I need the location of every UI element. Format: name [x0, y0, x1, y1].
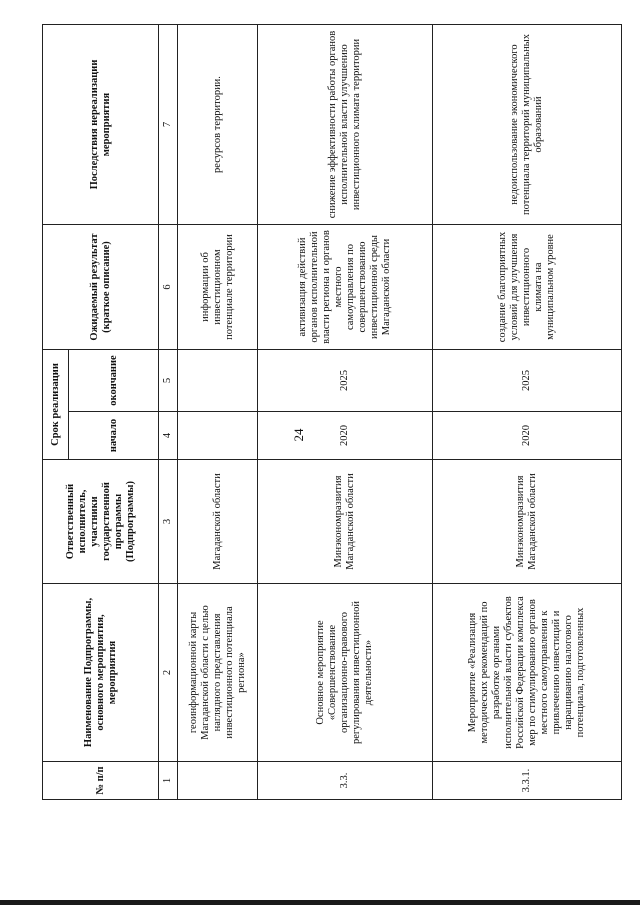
- document-table-area: [42, 25, 622, 800]
- row-number: [178, 762, 258, 800]
- program-measures-table: [42, 24, 622, 800]
- header-executor: Ответственный исполнитель, участники государственной программы (Подпрограммы): [43, 460, 159, 584]
- row-executor: Минэкономразвития Магаданской области: [433, 460, 622, 584]
- column-number-7: 7: [159, 25, 178, 225]
- header-name: Наименование Подпрограммы, основного мероприятия, мероприятия: [43, 584, 159, 762]
- row-number: 3.3.: [258, 762, 433, 800]
- row-start: 2020: [258, 412, 433, 460]
- row-result: создание благоприятных условий для улучшения инвестиционного климата на муниципальном уровне: [433, 225, 622, 350]
- column-number-5: 5: [159, 350, 178, 412]
- page-number: 24: [291, 428, 306, 442]
- row-end: 2025: [258, 350, 433, 412]
- row-number: 3.3.1.: [433, 762, 622, 800]
- row-consequences: ресурсов территории.: [178, 25, 258, 225]
- row-executor: Магаданской области: [178, 460, 258, 584]
- row-end: [178, 350, 258, 412]
- header-period: Срок реализации: [43, 350, 69, 460]
- scan-edge-bar: [0, 900, 640, 905]
- header-end: окончание: [69, 350, 159, 412]
- table-row: [433, 25, 622, 800]
- header-number: № п/п: [43, 762, 159, 800]
- column-number-6: 6: [159, 225, 178, 350]
- column-number-2: 2: [159, 584, 178, 762]
- row-end: 2025: [433, 350, 622, 412]
- column-number-3: 3: [159, 460, 178, 584]
- header-result: Ожидаемый результат (краткое описание): [43, 225, 159, 350]
- row-name: геоинформационной карты Магаданской области с целью наглядного представления инвестиционного потенциала региона»: [178, 584, 258, 762]
- row-name: Основное мероприятие «Совершенствование организационно-правового регулирования инвестиционной деятельности»: [258, 584, 433, 762]
- row-start: [178, 412, 258, 460]
- row-result: информации об инвестиционном потенциале территории: [178, 225, 258, 350]
- table-row: [178, 25, 258, 800]
- row-executor: Минэкономразвития Магаданской области: [258, 460, 433, 584]
- row-name: Мероприятие «Реализация методических рекомендаций по разработке органами исполнительной власти субъектов Российской Федерации комплекса мер по стимулированию органов местного самоуправления к привлечению инвестиций и наращиванию налогового потенциала, подготовленных: [433, 584, 622, 762]
- row-result: активизация действий органов исполнительной власти региона и органов местного самоуправления по совершенствованию инвестиционной среды Магаданской области: [258, 225, 433, 350]
- header-consequences: Последствия нереализации мероприятия: [43, 25, 159, 225]
- row-consequences: снижение эффективности работы органов исполнительной власти улучшению инвестиционного климата территории: [258, 25, 433, 225]
- row-start: 2020: [433, 412, 622, 460]
- column-number-1: 1: [159, 762, 178, 800]
- row-consequences: недоиспользование экономического потенциала территорий муниципальных образований: [433, 25, 622, 225]
- header-start: начало: [69, 412, 159, 460]
- table-row: [258, 25, 433, 800]
- column-number-4: 4: [159, 412, 178, 460]
